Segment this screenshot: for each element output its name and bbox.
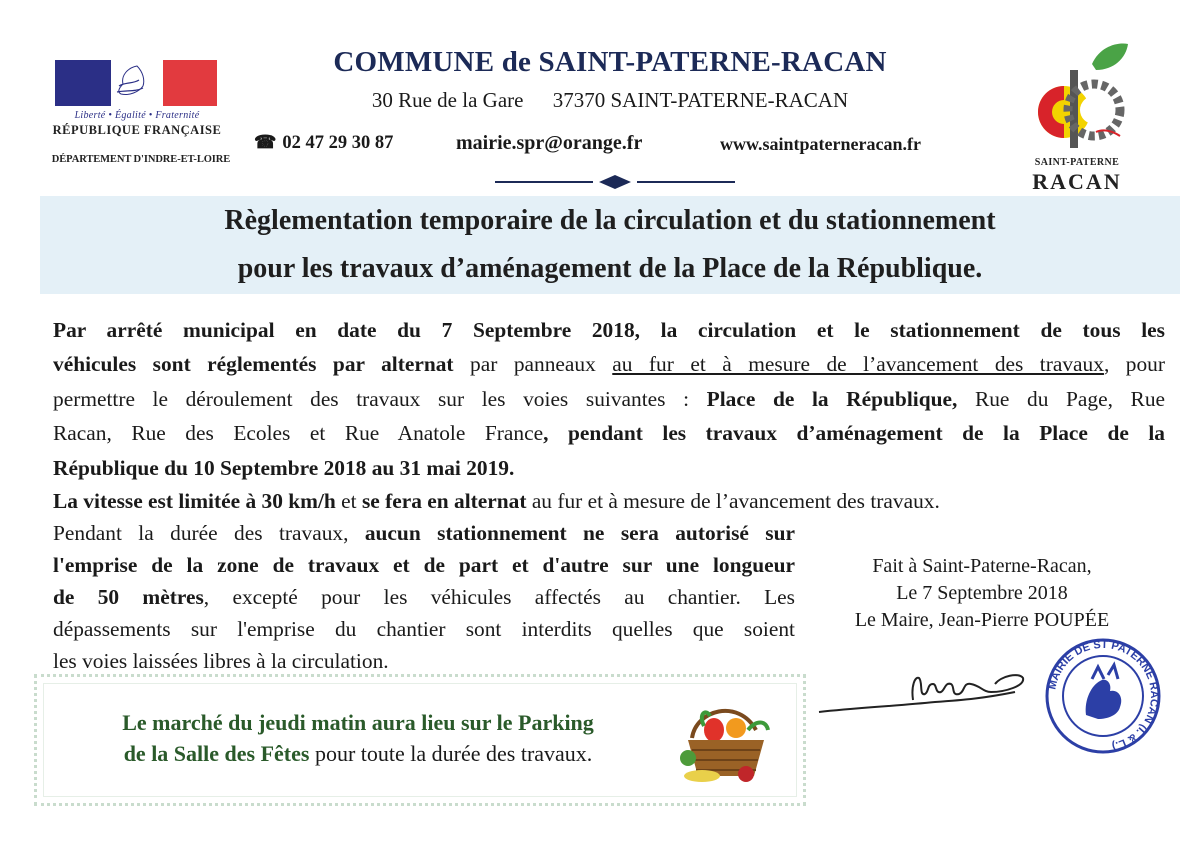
republique-francaise-label: RÉPUBLIQUE FRANÇAISE (52, 123, 222, 137)
phone (254, 132, 393, 154)
market-line-2: de la Salle des Fêtes pour toute la durée des travaux. (123, 741, 593, 766)
email-address[interactable]: mairie.spr@orange.fr (456, 132, 643, 154)
paragraph-line: République du 10 Septembre 2018 au 31 mai 2019. (53, 455, 515, 480)
departement-label: DÉPARTEMENT D'INDRE-ET-LOIRE (51, 154, 231, 165)
paragraph-line: Par arrêté municipal en date du 7 Septembre 2018, la circulation et le stationnement de tous les (53, 318, 1165, 342)
paragraph-line: véhicules sont réglementés par alternat par panneaux au fur et à mesure de l’avancement des travaux, pour (53, 352, 1165, 377)
marianne-profile-icon (99, 62, 179, 106)
paragraph-line: les voies laissées libres à la circulation. (53, 649, 389, 673)
postal-address: 37370 SAINT-PATERNE-RACAN (552, 88, 849, 112)
republic-motto: Liberté • Égalité • Fraternité (74, 110, 200, 121)
title-line-1: Règlementation temporaire de la circulation et du stationnement (224, 205, 996, 236)
phone-number: 02 47 29 30 87 (282, 133, 394, 153)
svg-text:MAIRIE DE ST PATERNE RACAN (I.: MAIRIE DE ST PATERNE RACAN (I. & L.) (1046, 638, 1161, 753)
parking-paragraph (53, 517, 795, 677)
paragraph-line: Racan, Rue des Ecoles et Rue Anatole France, pendant les travaux d’aménagement de la Place de la (53, 421, 1165, 446)
street-address: 30 Rue de la Gare (371, 88, 524, 112)
speed-paragraph: La vitesse est limitée à 30 km/h et se fera en alternat au fur et à mesure de l’avancement des travaux. (53, 489, 940, 513)
telephone-icon: ☎ (254, 132, 277, 152)
paragraph-line: Pendant la durée des travaux, aucun stationnement ne sera autorisé sur (53, 521, 796, 545)
paragraph-line: dépassements sur l'emprise du chantier sont interdits quelles que soient (53, 617, 795, 641)
logo-caption-small: SAINT-PATERNE (1034, 157, 1120, 168)
paragraph-line: permettre le déroulement des travaux sur les voies suivantes : Place de la République, Rue du Page, Rue (53, 386, 1166, 411)
logo-caption-big: RACAN (1032, 169, 1122, 194)
commune-name: COMMUNE de SAINT-PATERNE-RACAN (333, 46, 887, 78)
vegetable-basket-icon (678, 690, 774, 782)
title-line-2: pour les travaux d’aménagement de la Place de la République. (237, 253, 983, 284)
signature-mayor: Le Maire, Jean-Pierre POUPÉE (854, 609, 1110, 631)
marianne-logo (55, 60, 217, 106)
paragraph-line: l'emprise de la zone de travaux et de part et d'autre sur une longueur (53, 553, 795, 577)
leaf-icon (1092, 44, 1128, 70)
website-link[interactable]: www.saintpaterneracan.fr (720, 134, 921, 154)
saint-paterne-racan-logo (1030, 40, 1130, 152)
main-paragraph (53, 313, 1165, 485)
signature-date: Le 7 Septembre 2018 (896, 582, 1068, 604)
address (250, 88, 970, 113)
paragraph-line: de 50 mètres, excepté pour les véhicules affectés au chantier. Les (53, 585, 796, 609)
market-line-1: Le marché du jeudi matin aura lieu sur le Parking (122, 710, 594, 735)
official-stamp (1042, 635, 1164, 757)
signature-place: Fait à Saint-Paterne-Racan, (872, 555, 1092, 577)
ornamental-divider (495, 173, 735, 191)
handwritten-signature (815, 662, 1045, 722)
